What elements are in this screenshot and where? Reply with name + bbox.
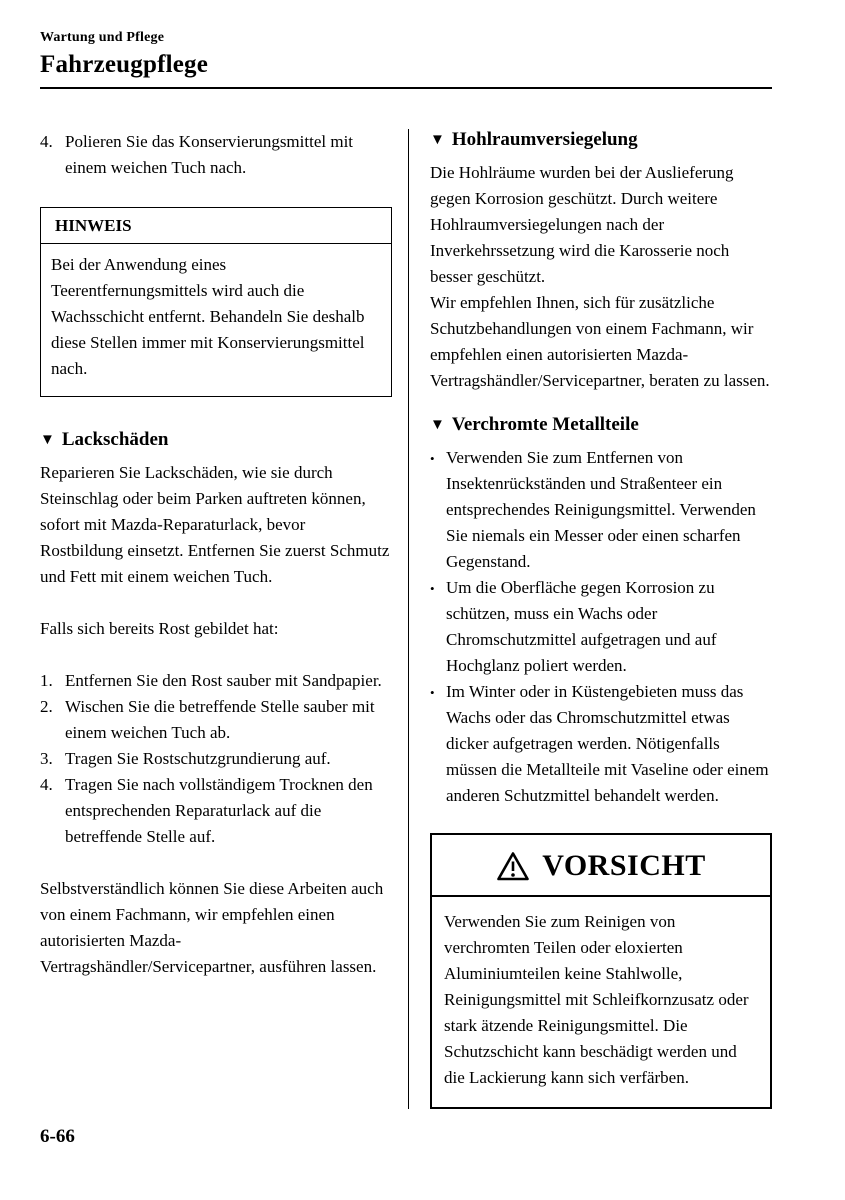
lackschaeden-condition: Falls sich bereits Rost gebildet hat:	[40, 619, 279, 638]
right-column	[430, 129, 772, 1109]
section-heading-text: Lackschäden	[61, 429, 169, 450]
bullet-text: Verwenden Sie zum Entfernen von Insektenrückständen und Straßenteer ein entsprechendes Reinigungsmittel. Verwenden Sie niemals ein Messer oder einen scharfen Gegenstand.	[446, 448, 756, 571]
step-text: Wischen Sie die betreffende Stelle sauber mit einem weichen Tuch ab.	[65, 697, 375, 742]
list-item	[40, 668, 392, 694]
page-number: 6-66	[40, 1126, 75, 1147]
list-item	[430, 445, 772, 575]
section-marker-icon: ▼	[430, 417, 445, 433]
page-header	[40, 30, 772, 89]
header-rule	[40, 87, 772, 89]
hinweis-body: Bei der Anwendung eines Teerentfernungsmittels wird auch die Wachsschicht entfernt. Behandeln Sie deshalb diese Stellen immer mit Konservierungsmittel nach.	[51, 255, 365, 378]
metallteile-bullet-list	[430, 445, 772, 809]
hinweis-title: HINWEIS	[55, 216, 132, 235]
list-item	[430, 679, 772, 809]
content-columns	[40, 129, 772, 1109]
bullet-text: Um die Oberfläche gegen Korrosion zu schützen, muss ein Wachs oder Chromschutzmittel aufgetragen und auf Hochglanz poliert werden.	[446, 578, 717, 675]
bullet-icon: •	[430, 581, 435, 596]
section-heading-verchromte-metallteile	[430, 414, 772, 436]
bullet-text: Im Winter oder in Küstengebieten muss das Wachs oder das Chromschutzmittel etwas dicker aufgetragen werden. Nötigenfalls müssen die Metallteile mit Vaseline oder einem anderen Schutzmittel behandelt werden.	[446, 682, 769, 805]
hohlraum-body-2: Wir empfehlen Ihnen, sich für zusätzliche Schutzbehandlungen von einem Fachmann, wir empfehlen einen autorisierten Mazda-Vertragshändler/Servicepartner, beraten zu lassen.	[430, 293, 770, 390]
chapter-label: Wartung und Pflege	[40, 30, 165, 45]
step-number: 2.	[40, 697, 53, 716]
step-text: Tragen Sie Rostschutzgrundierung auf.	[65, 749, 331, 768]
vorsicht-title: VORSICHT	[542, 849, 706, 882]
step-number: 3.	[40, 749, 53, 768]
left-column	[40, 129, 392, 1109]
repair-steps-list	[40, 668, 392, 850]
section-heading-text: Hohlraumversiegelung	[451, 129, 638, 150]
page-title: Fahrzeugpflege	[40, 51, 209, 78]
list-item	[430, 575, 772, 679]
section-heading-hohlraumversiegelung	[430, 129, 772, 151]
vorsicht-box	[430, 833, 772, 1109]
hinweis-box	[40, 207, 392, 397]
step-number: 4.	[40, 775, 53, 794]
numbered-step-4	[40, 129, 392, 181]
vorsicht-body: Verwenden Sie zum Reinigen von verchromten Teilen oder eloxierten Aluminiumteilen keine Stahlwolle, Reinigungsmittel mit Schleifkornzusatz oder stark ätzende Reinigungsmittel. Die Schutzschicht kann beschädigt werden und die Lackierung kann sich verfärben.	[444, 912, 749, 1087]
vorsicht-header	[432, 835, 770, 895]
step-text: Tragen Sie nach vollständigem Trocknen den entsprechenden Reparaturlack auf die betreffende Stelle auf.	[65, 775, 373, 846]
column-divider	[408, 129, 409, 1109]
section-marker-icon: ▼	[430, 132, 445, 148]
list-item	[40, 746, 392, 772]
lackschaeden-outro: Selbstverständlich können Sie diese Arbeiten auch von einem Fachmann, wir empfehlen einen autorisierten Mazda-Vertragshändler/Servicepartner, ausführen lassen.	[40, 879, 384, 976]
section-marker-icon: ▼	[40, 432, 55, 448]
step-text: Entfernen Sie den Rost sauber mit Sandpapier.	[65, 671, 382, 690]
bullet-icon: •	[430, 451, 435, 466]
section-heading-text: Verchromte Metallteile	[451, 414, 639, 435]
step-number: 4.	[40, 132, 53, 151]
step-text: Polieren Sie das Konservierungsmittel mit einem weichen Tuch nach.	[65, 132, 354, 177]
list-item	[40, 772, 392, 850]
hohlraum-body-1: Die Hohlräume wurden bei der Auslieferung gegen Korrosion geschützt. Durch weitere Hohlraumversiegelungen nach der Inverkehrssetzung wird die Karosserie noch besser geschützt.	[430, 163, 734, 286]
bullet-icon: •	[430, 685, 435, 700]
step-number: 1.	[40, 671, 53, 690]
section-heading-lackschaeden	[40, 429, 392, 451]
lackschaeden-intro: Reparieren Sie Lackschäden, wie sie durch Steinschlag oder beim Parken auftreten können, sofort mit Mazda-Reparaturlack, bevor Rostbildung einsetzt. Entfernen Sie zuerst Schmutz und Fett mit einem weichen Tuch.	[40, 463, 390, 586]
list-item	[40, 694, 392, 746]
warning-triangle-icon	[496, 851, 530, 882]
